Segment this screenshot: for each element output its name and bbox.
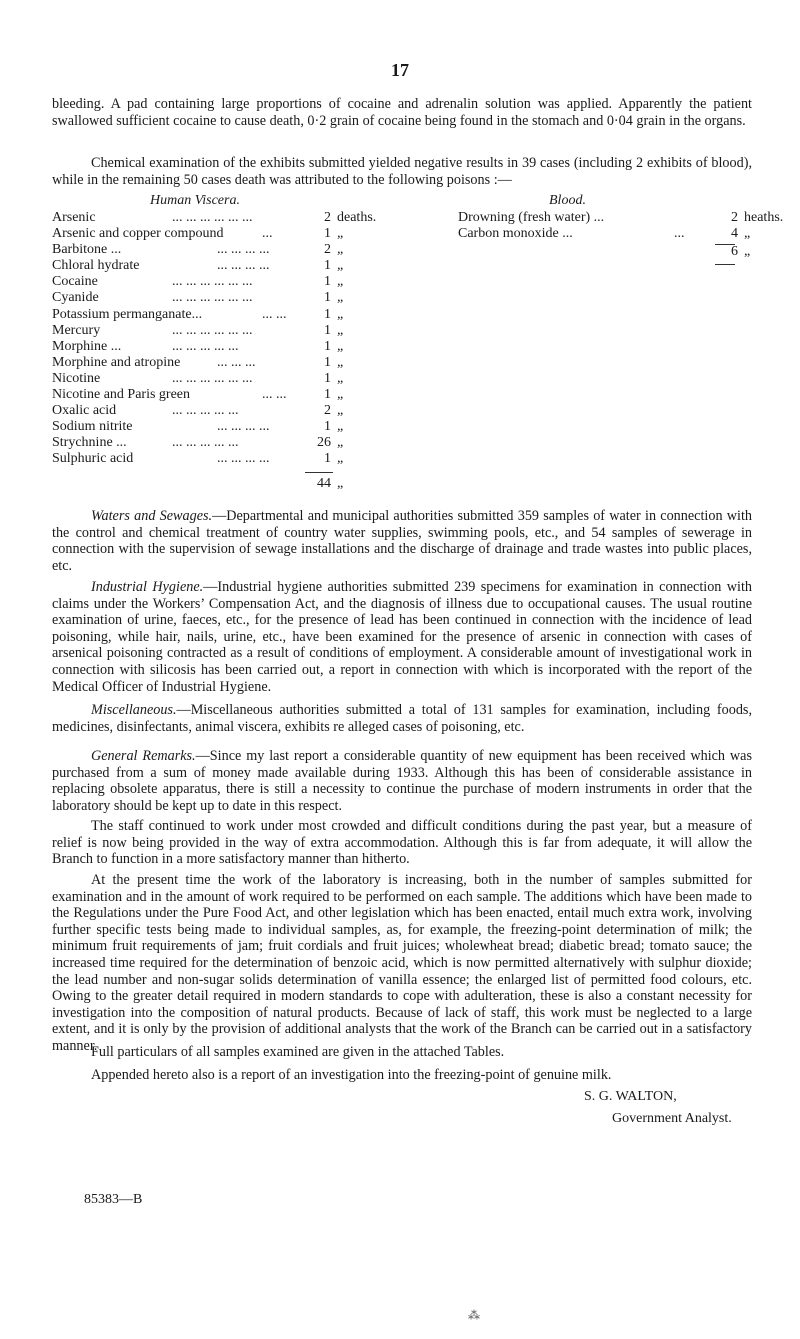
viscera-name: Nicotine	[52, 370, 101, 386]
viscera-name: Barbitone ...	[52, 242, 122, 258]
miscellaneous-section	[52, 702, 752, 735]
blood-total-unit: „	[744, 244, 751, 259]
viscera-row	[52, 242, 352, 258]
blood-count: 4	[731, 226, 738, 242]
viscera-leader-dots: ... ... ... ... ...	[172, 338, 239, 354]
viscera-leader-dots: ... ... ... ...	[217, 451, 270, 467]
viscera-row	[52, 387, 352, 403]
blood-rule-bottom	[715, 264, 735, 265]
viscera-row	[52, 451, 352, 467]
viscera-row	[52, 210, 377, 226]
viscera-row	[52, 290, 352, 306]
industrial-section	[52, 579, 752, 695]
viscera-row	[52, 274, 352, 290]
viscera-unit: „	[337, 226, 344, 242]
viscera-name: Cyanide	[52, 290, 99, 306]
viscera-table	[52, 210, 377, 468]
miscellaneous-text: —Miscellaneous authorities submitted a total of 131 samples for examination, including foods, medicines, disinfectants, animal viscera, exhibits re alleged cases of poisoning, etc.	[52, 702, 752, 735]
viscera-name: Oxalic acid	[52, 403, 117, 419]
viscera-leader-dots: ... ... ... ...	[217, 419, 270, 435]
general-remarks-section	[52, 748, 752, 814]
viscera-unit: „	[337, 354, 344, 370]
viscera-count: 1	[324, 258, 331, 274]
general-remarks-text: —Since my last report a considerable quantity of new equipment has been received which was purchased from a sum of money made available during 1933. Although this has been of considerable assistance in replacing obsolete apparatus, there is still a necessity to continue the purchase of modern instruments in order that the laboratory should be kept up to date in this respect.	[52, 748, 752, 814]
page-number: 17	[391, 60, 409, 80]
work-paragraph: At the present time the work of the laboratory is increasing, both in the number of samples submitted for examination and in the amount of work required to be performed on each sample. The additions which have been made to the Regulations under the Pure Food Act, and other legislation which has been enacted, entail much extra work, involving further specific tests being made to individual samples, as, for example, the freezing-point determination of milk; the minimum fruit requirements of jam; fruit cordials and fruit juices; wholewheat bread; diabetic bread; tomato sauce; the increased time required for the determination of benzoic acid, which is now permitted alternatively with sulphur dioxide; the lead number and non-sugar solids determination of vanilla essence; the enlarged list of permitted food colours, etc. Owing to the greater detail required in modern standards to cope with adulteration, these is also a constant necessity for investigation into the composition of natural products. Because of lack of staff, this work must be neglected to a large extent, and it is only by the provision of additional analysts that the work of the Branch can be carried out in a satisfactory manner.	[52, 872, 752, 1054]
viscera-row	[52, 355, 352, 371]
appended-paragraph: Appended hereto also is a report of an investigation into the freezing-point of genuine milk.	[91, 1067, 612, 1083]
viscera-count: 2	[324, 210, 331, 225]
viscera-count: 26	[317, 435, 331, 451]
viscera-count: 1	[324, 370, 331, 386]
blood-row	[458, 210, 784, 226]
viscera-name: Mercury	[52, 322, 101, 338]
print-code: 85383—B	[84, 1192, 143, 1207]
viscera-name: Strychnine ...	[52, 435, 127, 451]
signature-title: Government Analyst.	[612, 1111, 732, 1126]
blood-leader-dots: ...	[674, 226, 685, 242]
viscera-unit: „	[337, 306, 344, 322]
viscera-leader-dots: ... ... ... ...	[217, 258, 270, 274]
viscera-unit: „	[337, 403, 344, 419]
viscera-unit: „	[337, 435, 344, 451]
staff-paragraph: The staff continued to work under most crowded and difficult conditions during the past year, but a measure of relief is now being provided in the way of extra accommodation. Although this is far from adequate, it will allow the Branch to function in a more satisfactory manner than hitherto.	[52, 818, 752, 868]
viscera-row	[52, 339, 352, 355]
viscera-unit: „	[337, 242, 344, 258]
viscera-row	[52, 403, 352, 419]
viscera-count: 1	[324, 322, 331, 338]
printer-mark: ⁂	[468, 1308, 480, 1322]
viscera-row	[52, 226, 352, 242]
viscera-leader-dots: ... ... ... ... ... ...	[172, 290, 253, 306]
blood-row	[458, 226, 758, 242]
waters-lead: Waters and Sewages.	[91, 508, 213, 524]
viscera-unit: „	[337, 274, 344, 290]
viscera-unit: „	[337, 290, 344, 306]
signature-name: S. G. WALTON,	[584, 1089, 677, 1104]
viscera-name: Morphine and atropine	[52, 354, 181, 370]
viscera-count: 2	[324, 403, 331, 419]
intro-paragraph: bleeding. A pad containing large proportions of cocaine and adrenalin solution was applied. Apparently the patient swallowed sufficient cocaine to cause death, 0·2 grain of cocaine being found in the stomach and 0·04 grain in the organs.	[52, 96, 752, 129]
viscera-leader-dots: ... ... ... ... ... ...	[172, 370, 253, 386]
blood-total: 6	[731, 244, 738, 259]
viscera-unit: „	[337, 338, 344, 354]
viscera-count: 1	[324, 419, 331, 435]
blood-unit: heaths.	[744, 210, 784, 225]
viscera-count: 1	[324, 290, 331, 306]
viscera-total-unit: „	[337, 476, 344, 491]
viscera-unit: deaths.	[337, 210, 377, 225]
blood-name: Carbon monoxide ...	[458, 226, 573, 242]
blood-count: 2	[731, 210, 738, 225]
viscera-count: 1	[324, 226, 331, 242]
viscera-total-rule	[305, 472, 333, 473]
viscera-name: Morphine ...	[52, 338, 122, 354]
industrial-lead: Industrial Hygiene.	[91, 579, 204, 595]
blood-heading: Blood.	[549, 193, 586, 208]
viscera-leader-dots: ... ... ... ... ... ...	[172, 210, 253, 225]
viscera-heading: Human Viscera.	[150, 193, 240, 208]
viscera-row	[52, 323, 352, 339]
viscera-name: Chloral hydrate	[52, 258, 140, 274]
viscera-count: 1	[324, 274, 331, 290]
viscera-unit: „	[337, 322, 344, 338]
viscera-row	[52, 371, 352, 387]
viscera-leader-dots: ... ... ... ...	[217, 242, 270, 258]
viscera-leader-dots: ...	[262, 226, 273, 242]
viscera-name: Cocaine	[52, 274, 98, 290]
viscera-leader-dots: ... ... ... ... ...	[172, 435, 239, 451]
viscera-count: 1	[324, 387, 331, 403]
blood-name: Drowning (fresh water) ...	[458, 210, 605, 225]
viscera-unit: „	[337, 419, 344, 435]
viscera-row	[52, 258, 352, 274]
viscera-row	[52, 307, 352, 323]
viscera-count: 2	[324, 242, 331, 258]
industrial-text: —Industrial hygiene authorities submitted 239 specimens for examination in connection with claims under the Workers’ Compensation Act, and the diagnosis of illness due to occupational causes. The usual routine examination of urine, faeces, etc., for the presence of lead has been continued in connection with the incidence of lead poisoning, while hair, nails, urine, etc., have been examined for the presence of arsenic in connection with cases of arsenical poisoning contracted as a result of conditions of employment. A considerable amount of investigational work in connection with silicosis has been carried out, a report in connection with which is incorporated with the report of the Medical Officer of Industrial Hygiene.	[52, 579, 753, 695]
viscera-unit: „	[337, 451, 344, 467]
viscera-leader-dots: ... ... ...	[217, 354, 256, 370]
waters-text: —Departmental and municipal authorities submitted 359 samples of water in connection with the control and chemical treatment of country water supplies, swimming pools, etc., and 54 samples of sewerage in connection with the supervision of sewage installations and the discharge of drainage and trade wastes into public places, etc.	[52, 508, 752, 574]
waters-section	[52, 508, 752, 574]
miscellaneous-lead: Miscellaneous.	[91, 702, 177, 718]
viscera-unit: „	[337, 387, 344, 403]
viscera-unit: „	[337, 370, 344, 386]
general-remarks-lead: General Remarks.	[91, 748, 196, 764]
viscera-leader-dots: ... ... ... ... ... ...	[172, 274, 253, 290]
chemical-paragraph: Chemical examination of the exhibits submitted yielded negative results in 39 cases (including 2 exhibits of blood), while in the remaining 50 cases death was attributed to the following poisons :—	[52, 155, 752, 188]
blood-table	[458, 210, 784, 242]
viscera-leader-dots: ... ... ... ... ... ...	[172, 322, 253, 338]
viscera-count: 1	[324, 451, 331, 467]
viscera-count: 1	[324, 306, 331, 322]
blood-unit: „	[744, 226, 751, 242]
viscera-name: Potassium permanganate...	[52, 306, 203, 322]
viscera-leader-dots: ... ...	[262, 306, 287, 322]
viscera-count: 1	[324, 338, 331, 354]
viscera-row	[52, 435, 352, 451]
full-particulars-paragraph: Full particulars of all samples examined are given in the attached Tables.	[91, 1044, 505, 1060]
viscera-row	[52, 419, 352, 435]
viscera-name: Arsenic and copper compound	[52, 226, 224, 242]
viscera-name: Arsenic	[52, 210, 96, 225]
viscera-leader-dots: ... ...	[262, 387, 287, 403]
viscera-name: Sodium nitrite	[52, 419, 133, 435]
viscera-name: Nicotine and Paris green	[52, 387, 191, 403]
viscera-leader-dots: ... ... ... ... ...	[172, 403, 239, 419]
viscera-unit: „	[337, 258, 344, 274]
viscera-total: 44	[317, 476, 331, 491]
viscera-count: 1	[324, 354, 331, 370]
viscera-name: Sulphuric acid	[52, 451, 134, 467]
